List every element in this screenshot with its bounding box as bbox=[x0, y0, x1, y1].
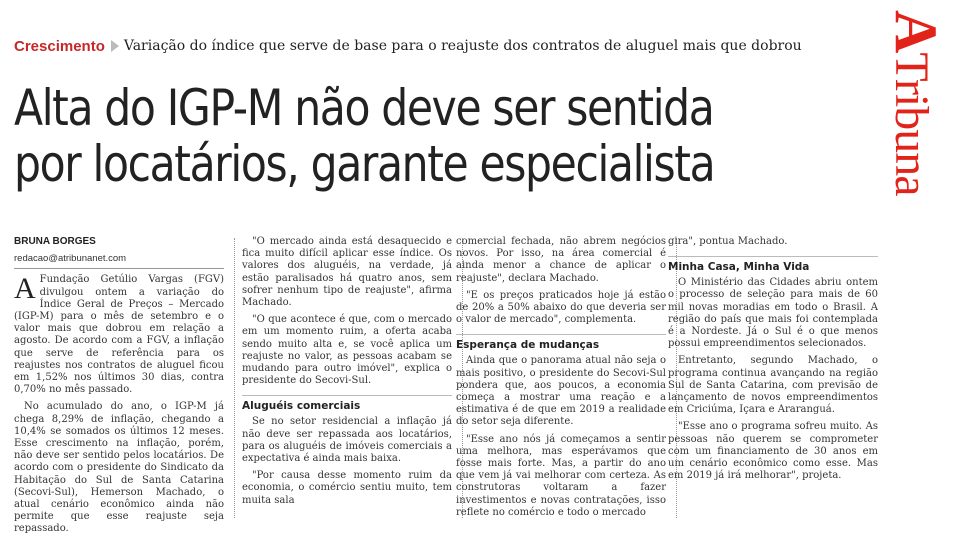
column-4 bbox=[668, 236, 878, 487]
paragraph: Se no setor residencial a inflação já não deve ser repassada aos locatários, para os aluguéis de imóveis comerciais a expectativa é ainda mais baixa. bbox=[242, 416, 452, 465]
triangle-arrow-icon bbox=[111, 40, 119, 52]
column-3 bbox=[456, 236, 666, 524]
paragraph: "E os preços praticados hoje já estão de 20% a 50% abaixo do que deveria ser o valor de mercado", complementa. bbox=[456, 289, 666, 326]
drop-cap: A bbox=[14, 272, 36, 306]
headline-line-2: por locatários, garante especialista bbox=[14, 135, 715, 193]
byline-author: BRUNA BORGES bbox=[14, 236, 96, 247]
logo-text: ATribuna bbox=[883, 10, 949, 196]
subheading: Esperança de mudanças bbox=[456, 334, 666, 351]
kicker-label: Crescimento bbox=[14, 37, 105, 55]
column-2 bbox=[242, 236, 452, 512]
subheading: Aluguéis comerciais bbox=[242, 395, 452, 412]
newspaper-logo bbox=[883, 10, 949, 220]
column-1 bbox=[14, 236, 224, 541]
headline bbox=[14, 80, 737, 192]
kicker-text: Variação do índice que serve de base para o reajuste dos contratos de aluguel mais que dobrou bbox=[123, 38, 802, 54]
paragraph: No acumulado do ano, o IGP-M já chega 8,29% de inflação, chegando a 10,4% se somados os últimos 12 meses. Esse crescimento na inflação, porém, não deve ser sentido pelos locatários. De acordo com o presidente do Sindicato da Habitação do Sul de Santa Catarina (Secovi-Sul), Hemerson Machado, o atual cenário econômico ainda não permite que esse reajuste seja repassado. bbox=[14, 401, 224, 535]
paragraph: "Por causa desse momento ruim da economia, o comércio sentiu muito, tem muita sala bbox=[242, 470, 452, 506]
paragraph: comercial fechada, não abrem negócios novos. Por isso, na área comercial é ainda menor a chance de aplicar o reajuste", declara Machado. bbox=[456, 236, 666, 284]
paragraph: gira", pontua Machado. bbox=[668, 236, 788, 247]
subheading: Minha Casa, Minha Vida bbox=[668, 256, 878, 273]
paragraph: A Fundação Getúlio Vargas (FGV) divulgou ontem a variação do Índice Geral de Preços – Mercado (IGP-M) para o mês de setembro e o valor mais que dobrou em relação a agosto. De acordo com a FGV, a inflação que serve de referência para os reajustes nos contratos de aluguel ficou em 1,52% nos últimos 30 dias, contra 0,70% no mês passado. bbox=[14, 272, 224, 396]
paragraph: "Esse ano o programa sofreu muito. As pessoas não querem se comprometer com um financiamento de 30 anos em um cenário econômico como esse. Mas em 2019 já irá melhorar", projeta. bbox=[668, 421, 878, 482]
column-divider bbox=[234, 238, 235, 518]
paragraph: "Esse ano nós já começamos a sentir uma melhora, mas esperávamos que fosse mais forte. Mas, a partir do ano que vem já vai melhorar com certeza. As construtoras voltaram a fazer investimentos e novas contratações, isso reflete no comércio e todo o mercado bbox=[456, 433, 666, 518]
kicker bbox=[14, 36, 802, 56]
paragraph: O Ministério das Cidades abriu ontem o processo de seleção para mais de 60 mil novas moradias em todo o Brasil. A região do país que mais foi contemplada é a Nordeste. Já o Sul é o que menos possui empreendimentos selecionados. bbox=[668, 277, 878, 350]
paragraph: "O mercado ainda está desaquecido e fica muito difícil aplicar esse índice. Os valores dos aluguéis, na verdade, já estão paralisados há quatro anos, sem sofrer nenhum tipo de reajuste", afirma Machado. bbox=[242, 236, 452, 309]
paragraph: Ainda que o panorama atual não seja o mais positivo, o presidente do Secovi-Sul pondera que, aos poucos, a economia começa a mostrar uma reação e a estimativa é de que em 2019 a realidade do setor seja diferente. bbox=[456, 355, 666, 428]
paragraph: "O que acontece é que, com o mercado em um momento ruim, a oferta acaba sendo muito alta e, se você aplica um reajuste no valor, as pessoas acabam se mudando para outro imóvel", explica o presidente do Secovi-Sul. bbox=[242, 314, 452, 387]
paragraph: Entretanto, segundo Machado, o programa continua avançando na região Sul de Santa Catarina, com previsão de lançamento de novos empreendimentos em Criciúma, Içara e Araranguá. bbox=[668, 355, 878, 416]
headline-line-1: Alta do IGP-M não deve ser sentida bbox=[14, 79, 714, 137]
byline-email: redacao@atribunanet.com bbox=[14, 253, 224, 269]
